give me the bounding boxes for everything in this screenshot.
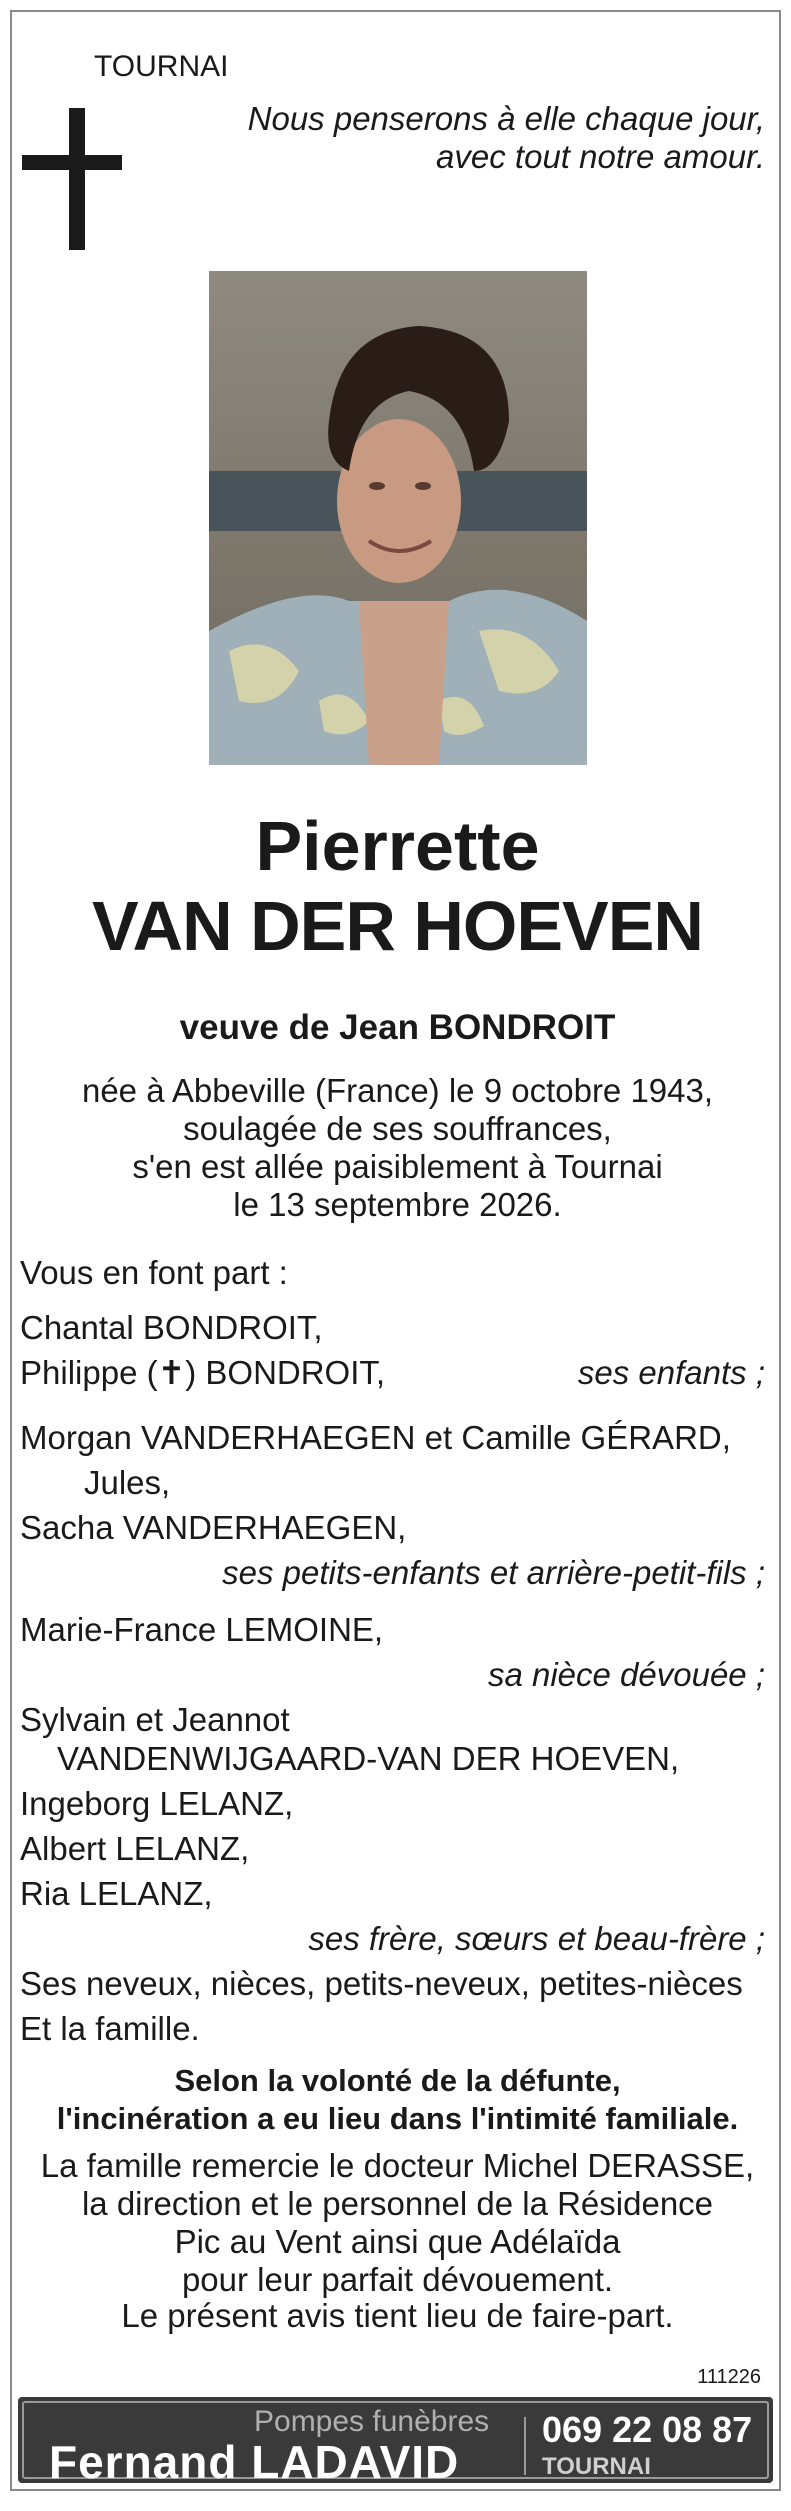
thanks-line: pour leur parfait dévouement. [181,2261,614,2298]
family-member: Chantal BONDROIT, [20,1309,323,1346]
header-city: TOURNAI [94,50,229,83]
cremation-notice [12,2062,783,2138]
funeral-home-phone: 069 22 08 87 [542,2409,753,2450]
funeral-home-name: Fernand LADAVID [49,2436,460,2488]
family-member: Philippe (✝) BONDROIT, [20,1354,386,1391]
portrait-photo-image [209,271,587,765]
cross-icon-bar [22,155,122,170]
memorial-quote [205,100,765,176]
quote-line-2: avec tout notre amour. [436,138,765,175]
family-member: Sylvain et Jeannot [20,1701,290,1738]
notice-statement: Le présent avis tient lieu de faire-part. [121,2297,674,2334]
deceased-last-name: VAN DER HOEVEN [92,887,703,965]
banner-divider [524,2417,526,2475]
bio-line: s'en est allée paisiblement à Tournai [132,1148,663,1185]
family-member: Albert LELANZ, [20,1830,250,1867]
thanks-line: Pic au Vent ainsi que Adélaïda [174,2223,621,2260]
banner-label: Pompes funèbres [254,2405,490,2438]
bio-line: née à Abbeville (France) le 9 octobre 1943, [81,1072,714,1109]
closing-bold-line: Selon la volonté de la défunte, [174,2063,621,2098]
widow-of: veuve de Jean BONDROIT [179,1008,616,1047]
family-member: Jules, [84,1464,171,1501]
relationship-label: ses enfants ; [577,1354,765,1391]
biography [12,1072,783,1224]
cross-icon [69,108,85,250]
family-member: Ria LELANZ, [20,1875,213,1912]
family-member: Morgan VANDERHAEGEN et Camille GÉRARD, [20,1419,731,1456]
family-member: Sacha VANDERHAEGEN, [20,1509,407,1546]
relationship-label: sa nièce dévouée ; [487,1656,765,1693]
banner-frame [22,2401,769,2488]
family-member: Marie-France LEMOINE, [20,1611,384,1648]
closing-bold-line: l'incinération a eu lieu dans l'intimité familiale. [56,2101,739,2136]
funeral-home-banner [18,2397,773,2488]
relationship-label: ses frère, sœurs et beau-frère ; [308,1920,765,1957]
announcement-intro: Vous en font part : [20,1254,288,1291]
bio-line: le 13 septembre 2026. [233,1186,562,1223]
family-member: Ingeborg LELANZ, [20,1785,294,1822]
extended-family: Ses neveux, nièces, petits-neveux, petites-nièces [20,1965,743,2002]
thanks-line: La famille remercie le docteur Michel DERASSE, [40,2147,755,2184]
family-member: VANDENWIJGAARD-VAN DER HOEVEN, [57,1740,680,1777]
deceased-first-name: Pierrette [255,807,540,885]
thanks-paragraph [12,2147,783,2299]
funeral-home-city: TOURNAI [542,2453,651,2480]
relationship-label: ses petits-enfants et arrière-petit-fils ; [222,1554,765,1591]
portrait-photo [209,271,587,765]
quote-line-1: Nous penserons à elle chaque jour, [247,100,765,137]
family-closing: Et la famille. [20,2010,200,2047]
bio-line: soulagée de ses souffrances, [183,1110,612,1147]
thanks-line: la direction et le personnel de la Résidence [81,2185,714,2222]
obituary-notice [10,10,781,2491]
reference-number: 111226 [697,2366,761,2388]
